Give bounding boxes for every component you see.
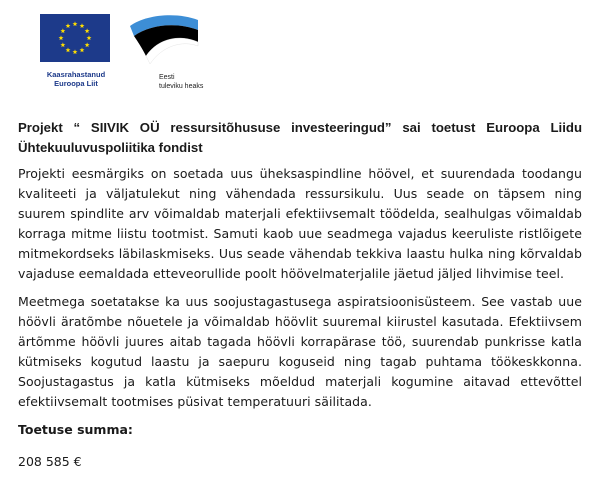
article-paragraph-2: Meetmega soetatakse ka uus soojustagastusega aspiratsioonisüsteem. See vastab uue höövli äratõmbe nõuetele ja võimaldab höövlit suuremal kiirustel kasutada. Efektiivsem ärtõmme höövli juures aitab tagada höövli korrapärase töö, suurendab punkrisse katla kütmiseks kogutud laastu ja saepuru koguseid ning tagab puhtama töökeskkonna. Soojustagastus ja katla kütmiseks mõeldud materjali kogumine aitavad ettevõttel efektiivsemalt tootmises püsivat temperatuuri säilitada.	[18, 294, 582, 409]
eesti-caption	[159, 74, 208, 91]
funding-sum-value: 208 585 €	[18, 454, 82, 469]
eu-caption-line1: Kaasrahastanud	[46, 70, 106, 79]
article	[18, 118, 582, 472]
article-title: Projekt “ SIIVIK OÜ ressursitõhususe investeeringud” sai toetust Euroopa Liidu Ühtekuuluvuspoliitika fondist	[18, 120, 582, 155]
eu-flag-icon	[40, 14, 110, 62]
eesti-flag-swoosh-icon	[128, 12, 200, 72]
logo-header	[0, 0, 600, 110]
eesti-caption-line1: Eesti	[159, 74, 175, 81]
eesti-logo	[128, 12, 208, 91]
article-paragraph-1: Projekti eesmärgiks on soetada uus üheksaspindline höövel, et suurendada toodangu kvaliteeti ja väljatulekut ning vähendada ressursikulu. Uus seade on täpsem ning suurem spindlite arv võimaldab materjali efektiivsemalt töödelda, sealhulgas võimaldab korraga mitme liistu tootmist. Samuti kaob uue seadmega vajadus keeruliste ristlõigete mitmekordseks läbilaskmiseks. Uus seade vähendab tekkiva laastu hulka ning kõrvaldab vajaduse eemaldada etteveorullide poolt höövelmaterjalile jäetud jäljed lihvimise teel.	[18, 166, 582, 281]
eu-logo	[36, 14, 116, 88]
eu-caption	[36, 70, 116, 88]
eu-caption-line2: Euroopa Liit	[54, 79, 98, 88]
funding-sum-label: Toetuse summa:	[18, 422, 133, 437]
eesti-caption-line2: tuleviku heaks	[159, 82, 204, 90]
